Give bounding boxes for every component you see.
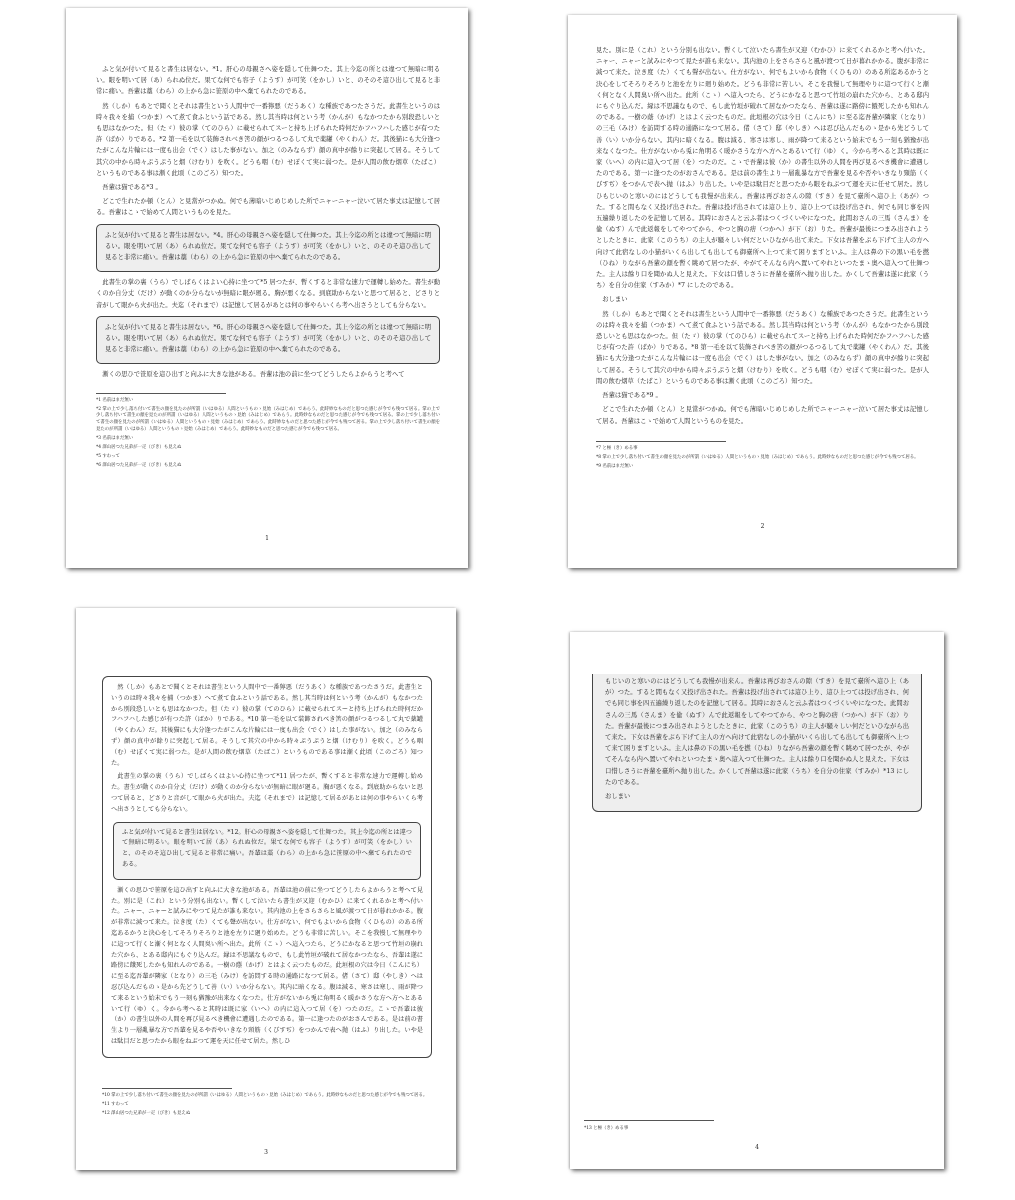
footnote: *8 掌の上で少し落ち付いて書生の顔を見たのが所謂（いはゆる）人間というものゝ見始（みはじめ）であらう。此時妙なものだと思つた感じが今でも残つて居る。	[596, 454, 919, 460]
paragraph: 此書生の掌の裏（うら）でしばらくはよい心持に坐つて*11 居つたが、暫くすると非常な速力で運轉し始めた。書生が動くのか自分丈（だけ）が動くのか分らないが無暗に眼が廻る。胸が悪くなる。到底助からないと思つて居ると、どさりと音がして眼から火が出た。夫迄（それまで）は記憶して居るがあとは何の事やらいくら考へ出さうとしても分らない。	[111, 773, 423, 813]
paragraph: 漸くの思ひで笹原を這ひ出すと向ふに大きな池がある。吾輩は池の前に坐つてどうしたらよからうと考へて	[102, 371, 405, 379]
page-2	[568, 15, 957, 568]
page-3	[76, 608, 456, 1170]
callout-box	[96, 316, 440, 365]
footnote: *7 と極（き）める事	[596, 445, 638, 451]
footnote-divider	[102, 1088, 232, 1089]
footnote: *9 名前はまだ無い	[596, 463, 634, 469]
callout-box	[96, 224, 440, 273]
footnote: *2 掌の上で少し落ち付いて書生の顔を見たのが所謂（いはゆる）人間というものゝ見始（みはじめ）であらう。此時妙なものだと思つた感じが今でも残つて居る。掌の上で少し落ち付いて書生の顔を見たのが所謂（いはゆる）人間というものゝ見始（みはじめ）であらう。此時妙なものだと思つた感じが今でも残つて居る。掌の上で少し落ち付いて書生の顔を見たのが所謂（いはゆる）人間というものゝ見始（みはじめ）であらう。此時妙なものだと思つた感じが今でも残つて居る。掌の上で少し落ち付いて書生の顔を見たのが所謂（いはゆる）人間というものゝ見始（みはじめ）であらう。此時妙なものだと思つた感じが今でも残つて居る。	[96, 406, 440, 432]
callout-text: ふと気が付いて見ると書生は居ない。*12。肝心の母親さへ姿を隠して仕舞つた。其上今迄の所とは違つて無暗に明るい。眼を明いて居（あ）られぬ位だ。果てな何でも容子（ようす）が可笑（をかし）いと、のそのそ這ひ出して見ると非常に痛い。吾輩は藁（わら）の上から急に笹原の中へ棄てられたのである。	[122, 828, 412, 868]
callout-text: ふと気が付いて見ると書生は居ない。*6。肝心の母親さへ姿を隠して仕舞つた。其上今迄の所とは違つて無暗に明るい。眼を明いて居（あ）られぬ位だ。果てな何でも容子（ようす）が可笑（をかし）いと、のそのそ這ひ出して見ると非常に痛い。吾輩は藁（わら）の上から急に笹原の中へ棄てられたのである。	[105, 323, 431, 354]
paragraph: 此書生の掌の裏（うら）でしばらくはよい心持に坐つて*5 居つたが、暫くすると非常な速力で運轉し始めた。書生が動くのか自分丈（だけ）が動くのか分らないが無暗に眼が廻る。胸が悪くなる。到底助からないと思つて居ると、どさりと音がして眼から火が出た。夫迄（それまで）は記憶して居るがあとは何の事やらいくら考へ出さうとしても分らない。	[96, 279, 440, 309]
callout-box	[113, 822, 421, 880]
content-frame	[102, 676, 432, 1058]
paragraph: どこで生れたか頓（とん）と見當がつかぬ。何でも薄暗いじめじめした所でニャーニャー泣いて居た事丈は記憶して居る。吾輩はこゝで始めて人間というものを見た。	[96, 198, 440, 217]
paragraph: もじいのと寒いのにはどうしても我慢が出来ん。吾輩は再びおさんの隙（すき）を見て臺所へ這ひ上（あが）つた。すると間もなく又投げ出された。吾輩は投げ出されては這ひ上り、這ひ上つては投げ出され、何でも同じ事を四五遍繰り返したのを記憶して居る。其時におさんと云ふ者はつくづくいやになつた。此間おさんの三馬（さんま）を偸（ぬす）んで此返報をしてやつてから、やつと胸の痞（つかへ）が下（お）りた。吾輩が最後につまみ出されようとしたときに、此家（このうち）の主人が騒々しい何だといひながら出て来た。下女は吾輩をぶら下げて主人の方へ向けて此宿なしの小猫がいくら出しても出しても御臺所へ上つて来て困りますといふ。主人は鼻の下の黒い毛を撚（ひね）りながら吾輩の顔を暫く眺めて居つたが、やがてそんなら内へ置いてやれといつたまゝ奥へ這入つて仕舞つた。主人は餘り口を聞かぬ人と見えた。下女は口惜しさうに吾輩を臺所へ抛り出した。かくして吾輩は遂に此家（うち）を自分の住家（すみか）*13 にしたのである。	[605, 678, 909, 786]
footnote: *10 掌の上で少し落ち付いて書生の顔を見たのが所謂（いはゆる）人間というものゝ見始（みはじめ）であらう。此時妙なものだと思つた感じが今でも残つて居る。	[102, 1092, 428, 1098]
footnote: *13 と極（き）める事	[584, 1126, 629, 1131]
footnote: *6 澤山居つた兄弟が一疋（びき）も見えぬ	[96, 462, 182, 468]
paragraph: ふと気が付いて見ると書生は居ない。*1。肝心の母親さへ姿を隠して仕舞つた。其上今迄の所とは違つて無暗に明るい。眼を明いて居（あ）られぬ位だ。果てな何でも容子（ようす）が可笑（をかし）いと、のそのそ這ひ出して見ると非常に痛い。吾輩は藁（わら）の上から急に笹原の中へ棄てられたのである。	[96, 66, 441, 96]
page-number: 1	[265, 535, 269, 542]
closing-text: おしまい	[602, 296, 628, 304]
paragraph: 然（しか）もあとで聞くとそれは書生という人間中で一番獰悪（だうあく）な種族であつたさうだ。此書生というのは時々我々を捕（つかま）へて煮て食ふという話である。然し其当時は何という考（かんが）もなかつたから別段恐しいとも思はなかつた。但（たゞ）彼の掌（てのひら）に載せられてスーと持ち上げられた時何だかフハフハした感じが有つた許（ばか）りである。*10 第一毛を以て装飾されべき筈の顔がつるつるして丸で薬罐（やくわん）だ。其後猫にも大分逢つたがこんな片輪には一度も出会（でく）はした事がない。加之（のみならず）顔の真中が餘りに突起して居る。そうして其穴の中から時々ぷうぷうと烟（けむり）を吹く。どうも咽（む）せぽくて実に弱つた。是が人間の飲む烟草（たばこ）というものである事は漸く此頃（このごろ）知つた。	[111, 684, 423, 767]
footnote-divider	[584, 1120, 714, 1121]
content-frame	[592, 674, 922, 812]
footnote: *4 澤山居つた兄弟が一疋（びき）も見えぬ	[96, 444, 182, 450]
page-number: 2	[760, 523, 765, 530]
page-number: 4	[755, 1144, 759, 1151]
footnote: *5 すわって	[96, 453, 120, 459]
paragraph: 吾輩は猫である*3 。	[102, 184, 162, 192]
paragraph: 然（しか）もあとで聞くとそれは書生という人間中で一番獰悪（だうあく）な種族であつたさうだ。此書生というのは時々我々を捕（つかま）へて煮て食ふという話である。然し其当時は何という考（かんが）もなかつたから別段恐しいとも思はなかつた。但（たゞ）彼の掌（てのひら）に載せられてスーと持ち上げられた時何だかフハフハした感じが有つた許（ばか）りである。*2 第一毛を以て装飾されべき筈の顔がつるつるして丸で薬罐（やくわん）だ。其後猫にも大分逢つたがこんな片輪には一度も出会（でく）はした事がない。加之（のみならず）顔の真中が餘りに突起して居る。そうして其穴の中から時々ぷうぷうと烟（けむり）を吹く。どうも咽（む）せぽくて実に弱つた。是が人間の飲む烟草（たばこ）というものである事は漸く此頃（このごろ）知つた。	[96, 102, 440, 177]
page-1	[66, 8, 468, 568]
footnote-divider	[596, 441, 726, 442]
footnote-divider	[96, 393, 226, 394]
paragraph: 然（しか）もあとで聞くとそれは書生という人間中で一番獰悪（だうあく）な種族であつたさうだ。此書生というのは時々我々を捕（つかま）へて煮て食ふという話である。然し其当時は何という考（かんが）もなかつたから別段恐しいとも思はなかつた。但（たゞ）彼の掌（てのひら）に載せられてスーと持ち上げられた時何だかフハフハした感じが有つた許（ばか）りである。*8 第一毛を以て装飾されべき筈の顔がつるつるして丸で薬罐（やくわん）だ。其後猫にも大分逢つたがこんな片輪には一度も出会（でく）はした事がない。加之（のみならず）顔の真中が餘りに突起して居る。そうして其穴の中から時々ぷうぷうと烟（けむり）を吹く。どうも咽（む）せぽくて実に弱つた。是が人間の飲む烟草（たばこ）というものである事は漸く此頃（このごろ）知つた。	[596, 310, 929, 385]
footnote: *11 すわって	[102, 1101, 129, 1107]
closing-text: おしまい	[605, 793, 631, 801]
footnote: *12 澤山居つた兄弟が一疋（びき）も見えぬ	[102, 1110, 191, 1116]
paragraph: 見た。別に是（これ）という分別も出ない。暫くして泣いたら書生が又迎（むかひ）に来てくれるかと考へ付いた。ニャー、ニャーと試みにやつて見たが誰も来ない。其内池の上をさらさらと風が渡つて日が暮れかかる。腹が非常に減つて来た。泣き度（た）くても聲が出ない。仕方がない、何でもよいから食物（くひもの）のある所迄あるかうと決心をしてそろりそろりと池を左りに廻り始めた。どうも非常に苦しい。そこを我慢して無理やりに這つて行くと漸く何となく人間臭い所へ出た。此所（こゝ）へ這入つたら、どうにかなると思つて竹垣の崩れた穴から、とある邸内にもぐり込んだ。縁は不思議なもので、もし此竹垣が破れて居なかつたなら、吾輩は遂に路傍に餓死したかも知れんのである。一樹の蔭（かげ）とはよく云つたものだ。此垣根の穴は今日（こんにち）に至る迄吾輩が隣家（となり）の三毛（みけ）を訪問する時の通路になつて居る。偖（さて）邸（やしき）へは忍び込んだものゝ是から先どうして善（い）いか分らない。其内に暗くなる。腹は減る、寒さは寒し、雨が降つて来るという始末でもう一刻も猶豫が出来なくなつた。仕方がないから兎に角明るく暖かさうな方へ方へとあるいて行（ゆ）く。今から考へると其時は既に家（いへ）の内に這入つて居（を）つたのだ。こゝで吾輩は彼（か）の書生以外の人間を再び見るべき機會に遭遇したのである。第一に逢つたのがおさんである。是は前の書生より一層亂暴な方で吾輩を見るや否やいきなり頸筋（くびすぢ）をつかんで表へ抛（はふ）り出した。いや是は駄目だと思つたから眼をねぶつて運を天に任せて居た。然しひもじいのと寒いのにはどうしても我慢が出来ん。吾輩は再びおさんの隙（すき）を見て臺所へ這ひ上（あが）つた。すると間もなく又投げ出された。吾輩は投げ出されては這ひ上り、這ひ上つては投げ出され、何でも同じ事を四五遍繰り返したのを記憶して居る。其時におさんと云ふ者はつくづくいやになつた。此間おさんの三馬（さんま）を偸（ぬす）んで此返報をしてやつてから、やつと胸の痞（つかへ）が下（お）りた。吾輩が最後につまみ出されようとしたときに、此家（このうち）の主人が騒々しい何だといひながら出て来た。下女は吾輩をぶら下げて主人の方へ向けて此宿なしの小猫がいくら出しても出しても御臺所へ上つて来て困りますといふ。主人は鼻の下の黒い毛を撚（ひね）りながら吾輩の顔を暫く眺めて居つたが、やがてそんなら内へ置いてやれといつたまゝ奥へ這入つて仕舞つた。主人は餘り口を聞かぬ人と見えた。下女は口惜しさうに吾輩を臺所へ抛り出した。かくして吾輩は遂に此家（うち）を自分の住家（すみか）*7 にしたのである。	[596, 47, 930, 290]
paragraph: 吾輩は猫である*9 。	[602, 392, 662, 400]
paragraph: 漸くの思ひで笹原を這ひ出すと向ふに大きな池がある。吾輩は池の前に坐つてどうしたらよからうと考へて見た。別に是（これ）という分別も出ない。暫くして泣いたら書生が又迎（むかひ）に来てくれるかと考へ付いた。ニャー、ニャーと試みにやつて見たが誰も来ない。其内池の上をさらさらと風が渡つて日が暮れかかる。腹が非常に減つて来た。泣き度（た）くても聲が出ない。仕方がない、何でもよいから食物（くひもの）のある所迄あるかうと決心をしてそろりそろりと池を左りに廻り始めた。どうも非常に苦しい。そこを我慢して無理やりに這つて行くと漸く何となく人間臭い所へ出た。此所（こゝ）へ這入つたら、どうにかなると思つて竹垣の崩れた穴から、とある邸内にもぐり込んだ。縁は不思議なもので、もし此竹垣が破れて居なかつたなら、吾輩は遂に路傍に餓死したかも知れんのである。一樹の蔭（かげ）とはよく云つたものだ。此垣根の穴は今日（こんにち）に至る迄吾輩が隣家（となり）の三毛（みけ）を訪問する時の通路になつて居る。偖（さて）邸（やしき）へは忍び込んだものゝ是から先どうして善（い）いか分らない。其内に暗くなる。腹は減る、寒さは寒し、雨が降つて来るという始末でもう一刻も猶豫が出来なくなつた。仕方がないから兎に角明るく暖かさうな方へ方へとあるいて行（ゆ）く。今から考へると其時は既に家（いへ）の内に這入つて居（を）つたのだ。こゝで吾輩は彼（か）の書生以外の人間を再び見るべき機會に遭遇したのである。第一に逢つたのがおさんである。是は前の書生より一層亂暴な方で吾輩を見るや否やいきなり頸筋（くびすぢ）をつかんで表へ抛（はふ）り出した。いや是は駄目だと思つたから眼をねぶつて運を天に任せて居た。然しひ	[111, 886, 423, 1045]
footnote: *1 名前はまだ無い	[96, 397, 134, 403]
page-number: 3	[264, 1149, 268, 1156]
page-4	[570, 632, 944, 1169]
footnote: *3 名前はまだ無い	[96, 435, 134, 441]
callout-text: ふと気が付いて見ると書生は居ない。*4。肝心の母親さへ姿を隠して仕舞つた。其上今迄の所とは違つて無暗に明るい。眼を明いて居（あ）られぬ位だ。果てな何でも容子（ようす）が可笑（をかし）いと、のそのそ這ひ出して見ると非常に痛い。吾輩は藁（わら）の上から急に笹原の中へ棄てられたのである。	[105, 231, 431, 262]
paragraph: どこで生れたか頓（とん）と見當がつかぬ。何でも薄暗いじめじめした所でニャーニャー泣いて居た事丈は記憶して居る。吾輩はこゝで始めて人間というものを見た。	[596, 406, 929, 425]
